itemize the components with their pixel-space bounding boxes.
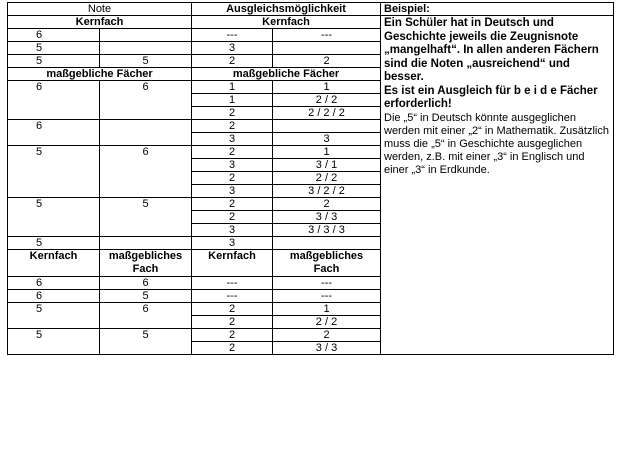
compensation-cell: --- [192,290,273,303]
section1-right-heading: Kernfach [192,16,381,29]
compensation-cell: 3 [192,133,273,146]
table-row [8,16,614,29]
section3-kernfach-heading-2: Kernfach [192,250,273,277]
compensation-cell [273,120,381,133]
compensation-cell: 3 / 3 [273,342,381,355]
section1-left-heading: Kernfach [8,16,192,29]
compensation-cell [273,42,381,55]
note-cell: 6 [100,146,192,198]
compensation-cell: 2 [192,342,273,355]
note-cell: 6 [8,81,100,120]
compensation-cell: 2 [192,316,273,329]
compensation-cell: 1 [273,146,381,159]
section3-massgeblich-heading-2: maßgebliches Fach [273,250,381,277]
note-cell: 6 [100,303,192,329]
note-cell: 6 [8,290,100,303]
compensation-cell: 2 [192,55,273,68]
note-cell: 6 [8,29,100,42]
compensation-cell: --- [273,290,381,303]
compensation-cell: --- [273,277,381,290]
note-cell: 5 [100,329,192,355]
compensation-cell: 3 / 1 [273,159,381,172]
note-cell: 5 [8,329,100,355]
compensation-cell: 2 [192,198,273,211]
example-normal-text: Die „5“ in Deutsch könnte ausgeglichen werden mit einer „2“ in Mathematik. Zusätzlich muss die „5“ in Geschichte ausgeglichen werden, z.B. mit einer „3“ in Englisch und einer „3“ in Erdkunde. [384,111,609,176]
compensation-cell: 3 [192,159,273,172]
note-cell: 6 [8,120,100,146]
compensation-cell: 2 / 2 / 2 [273,107,381,120]
note-cell: 6 [100,81,192,120]
compensation-cell: 1 [192,94,273,107]
note-cell [100,237,192,250]
compensation-cell: 2 / 2 [273,94,381,107]
compensation-cell: 2 [192,303,273,316]
note-cell: 5 [8,198,100,237]
note-cell [100,120,192,146]
table-row [8,3,614,16]
section3-massgeblich-heading: maßgebliches Fach [100,250,192,277]
note-cell: 5 [8,42,100,55]
compensation-cell: 1 [273,81,381,94]
section2-right-heading: maßgebliche Fächer [192,68,381,81]
compensation-cell: 2 [192,120,273,133]
note-cell: 5 [8,303,100,329]
compensation-cell: 3 / 2 / 2 [273,185,381,198]
compensation-cell: 2 [192,329,273,342]
note-cell: 5 [100,198,192,237]
section2-left-heading: maßgebliche Fächer [8,68,192,81]
note-cell [100,29,192,42]
compensation-cell: 3 [192,224,273,237]
note-cell: 6 [100,277,192,290]
note-header: Note [8,3,192,16]
compensation-cell: --- [192,277,273,290]
grade-compensation-table [7,2,614,355]
compensation-cell: 3 [192,237,273,250]
compensation-cell: 2 [192,146,273,159]
ausgleich-header: Ausgleichsmöglichkeit [192,3,381,16]
compensation-cell: 2 / 2 [273,316,381,329]
compensation-cell: 1 [273,303,381,316]
compensation-cell: 2 [192,172,273,185]
compensation-cell [273,237,381,250]
compensation-cell: 3 / 3 / 3 [273,224,381,237]
note-cell: 6 [8,277,100,290]
compensation-cell: 2 [192,211,273,224]
note-cell: 5 [8,237,100,250]
compensation-cell: 2 [273,55,381,68]
compensation-cell: 2 [192,107,273,120]
compensation-cell: --- [273,29,381,42]
note-cell: 5 [8,146,100,198]
compensation-cell: 3 [192,42,273,55]
compensation-cell: 3 [192,185,273,198]
example-bold-text: Ein Schüler hat in Deutsch und Geschichte jeweils die Zeugnisnote „mangelhaft“. In allen anderen Fächern sind die Noten „ausreichend“ und besser. [384,17,599,83]
note-cell: 5 [8,55,100,68]
note-cell: 5 [100,55,192,68]
compensation-cell: 2 / 2 [273,172,381,185]
section3-kernfach-heading: Kernfach [8,250,100,277]
note-cell: 5 [100,290,192,303]
compensation-cell: 2 [273,198,381,211]
compensation-cell: --- [192,29,273,42]
compensation-cell: 1 [192,81,273,94]
compensation-cell: 2 [273,329,381,342]
example-text-cell [381,16,614,355]
compensation-cell: 3 [273,133,381,146]
compensation-cell: 3 / 3 [273,211,381,224]
beispiel-header: Beispiel: [381,3,614,16]
note-cell [100,42,192,55]
example-bold-text-2: Es ist ein Ausgleich für b e i d e Fächer erforderlich! [384,84,598,110]
